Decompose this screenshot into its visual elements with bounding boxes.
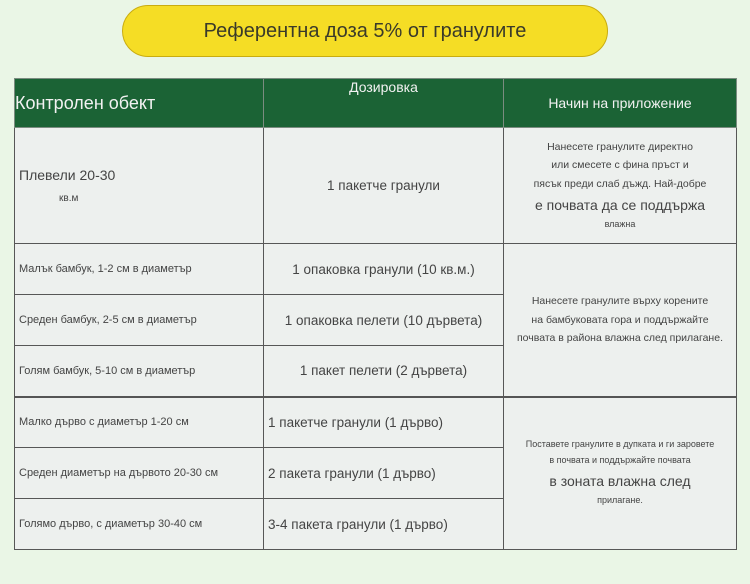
dose-cell: 1 опаковка пелети (10 дървета) [264, 295, 504, 346]
method-line: почвата в района влажна след прилагане. [517, 331, 723, 344]
page-title: Референтна доза 5% от гранулите [203, 19, 527, 42]
dose-cell: 3-4 пакета гранули (1 дърво) [264, 499, 504, 550]
method-line: Нанесете гранулите върху корените [531, 295, 709, 308]
method-line: в почвата и поддържайте почвата [549, 455, 691, 466]
table-row [15, 397, 737, 448]
method-line: на бамбуковата гора и поддържайте [531, 313, 709, 326]
header-method: Начин на приложение [504, 79, 737, 128]
method-line: пясък преди слаб дъжд. Най-добре [533, 177, 707, 190]
object-cell: Среден диаметър на дървото 20-30 см [15, 448, 264, 499]
object-label: Плевели 20-30 [19, 167, 116, 183]
method-line: Нанесете гранулите директно [547, 140, 693, 153]
method-line: в зоната влажна след [549, 472, 691, 489]
method-line: или смесете с фина пръст и [551, 159, 689, 172]
header-row [15, 79, 737, 128]
object-unit: кв.м [59, 193, 79, 204]
object-cell: Голям бамбук, 5-10 см в диаметър [15, 346, 264, 397]
header-dose: Дозировка [264, 79, 504, 128]
object-cell: Голямо дърво, с диаметър 30-40 см [15, 499, 264, 550]
object-cell: Малък бамбук, 1-2 см в диаметър [15, 244, 264, 295]
dose-cell: 1 пакетче гранули (1 дърво) [264, 397, 504, 448]
dose-cell: 1 пакет пелети (2 дървета) [264, 346, 504, 397]
header-object: Контролен обект [15, 79, 264, 128]
title-banner [122, 5, 608, 57]
dosage-table [14, 78, 737, 550]
table-row [15, 128, 737, 244]
object-cell: Среден бамбук, 2-5 см в диаметър [15, 295, 264, 346]
method-cell [504, 244, 737, 397]
dose-cell: 1 пакетче гранули [264, 128, 504, 244]
method-line: е почвата да се поддържа [534, 196, 706, 213]
method-cell [504, 128, 737, 244]
table-row [15, 244, 737, 295]
dose-cell: 1 опаковка гранули (10 кв.м.) [264, 244, 504, 295]
object-cell: Малко дърво с диаметър 1-20 см [15, 397, 264, 448]
method-cell [504, 397, 737, 550]
method-line: влажна [604, 219, 636, 230]
method-line: Поставете гранулите в дупката и ги заровете [525, 439, 715, 450]
method-line: прилагане. [597, 495, 643, 506]
dose-cell: 2 пакета гранули (1 дърво) [264, 448, 504, 499]
object-cell [15, 128, 264, 244]
